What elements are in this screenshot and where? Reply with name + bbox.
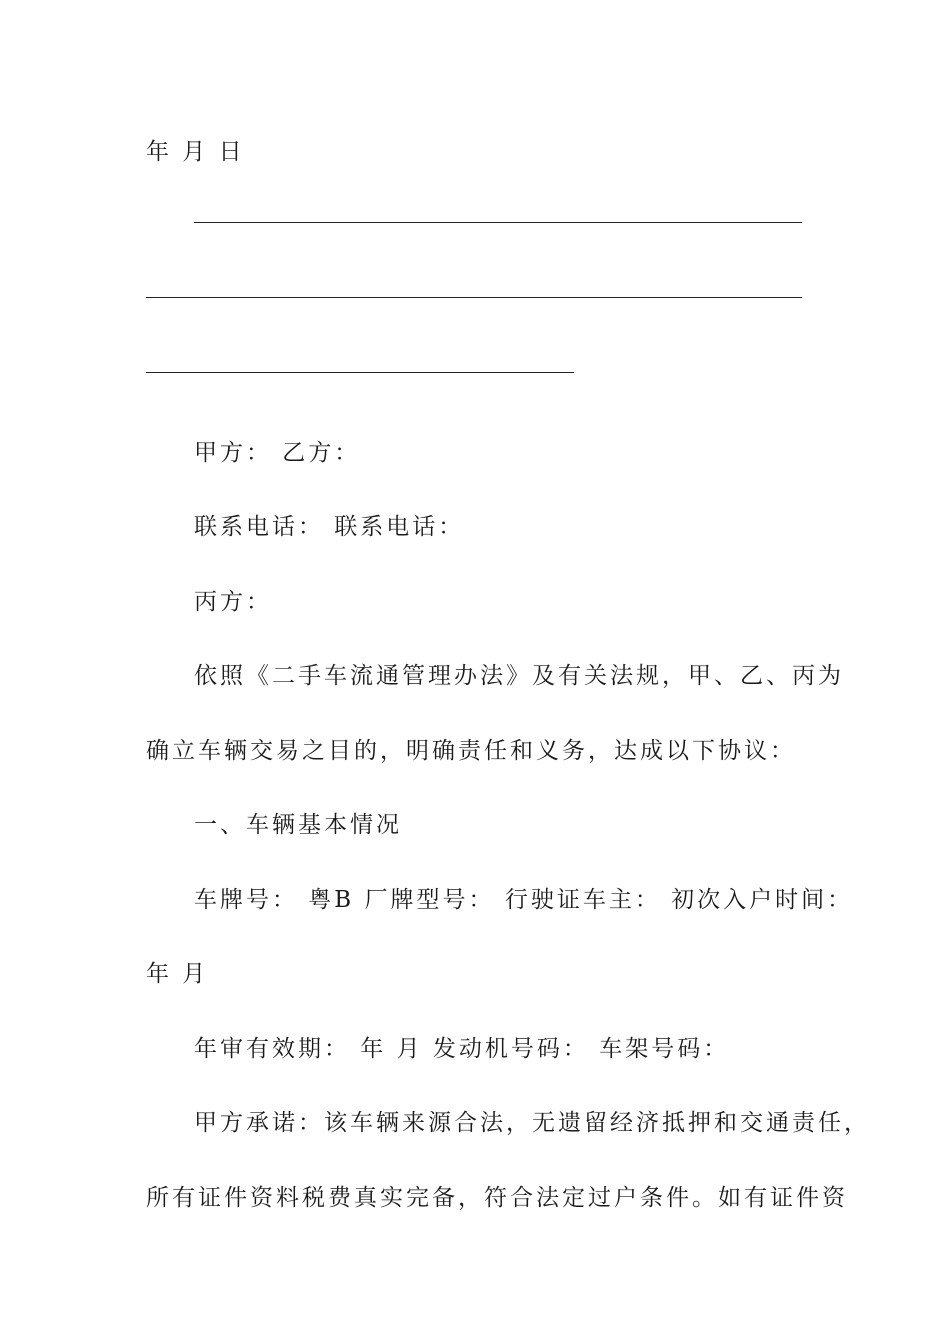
intro-line-2: 确立车辆交易之目的，明确责任和义务，达成以下协议： bbox=[146, 738, 796, 764]
party-a-b-line: 甲方： 乙方： bbox=[194, 440, 361, 466]
intro-line-1: 依照《二手车流通管理办法》及有关法规，甲、乙、丙为 bbox=[194, 663, 844, 689]
blank-rule-3 bbox=[146, 372, 574, 373]
phone-line: 联系电话： 联系电话： bbox=[194, 514, 465, 540]
blank-rule-1 bbox=[194, 222, 802, 223]
promise-line-1: 甲方承诺：该车辆来源合法，无遗留经济抵押和交通责任， bbox=[194, 1110, 870, 1136]
promise-line-2: 所有证件资料税费真实完备，符合法定过户条件。如有证件资 bbox=[146, 1185, 848, 1211]
section-1-title: 一、车辆基本情况 bbox=[194, 812, 402, 838]
party-c-line: 丙方： bbox=[194, 589, 272, 615]
date-line: 年 月 日 bbox=[146, 139, 245, 165]
vehicle-info-line-3: 年审有效期： 年 月 发动机号码： 车架号码： bbox=[194, 1036, 730, 1062]
vehicle-info-line-1: 车牌号： 粤B 厂牌型号： 行驶证车主： 初次入户时间： bbox=[194, 887, 854, 913]
vehicle-info-line-2: 年 月 bbox=[146, 961, 209, 987]
blank-rule-2 bbox=[146, 297, 802, 298]
